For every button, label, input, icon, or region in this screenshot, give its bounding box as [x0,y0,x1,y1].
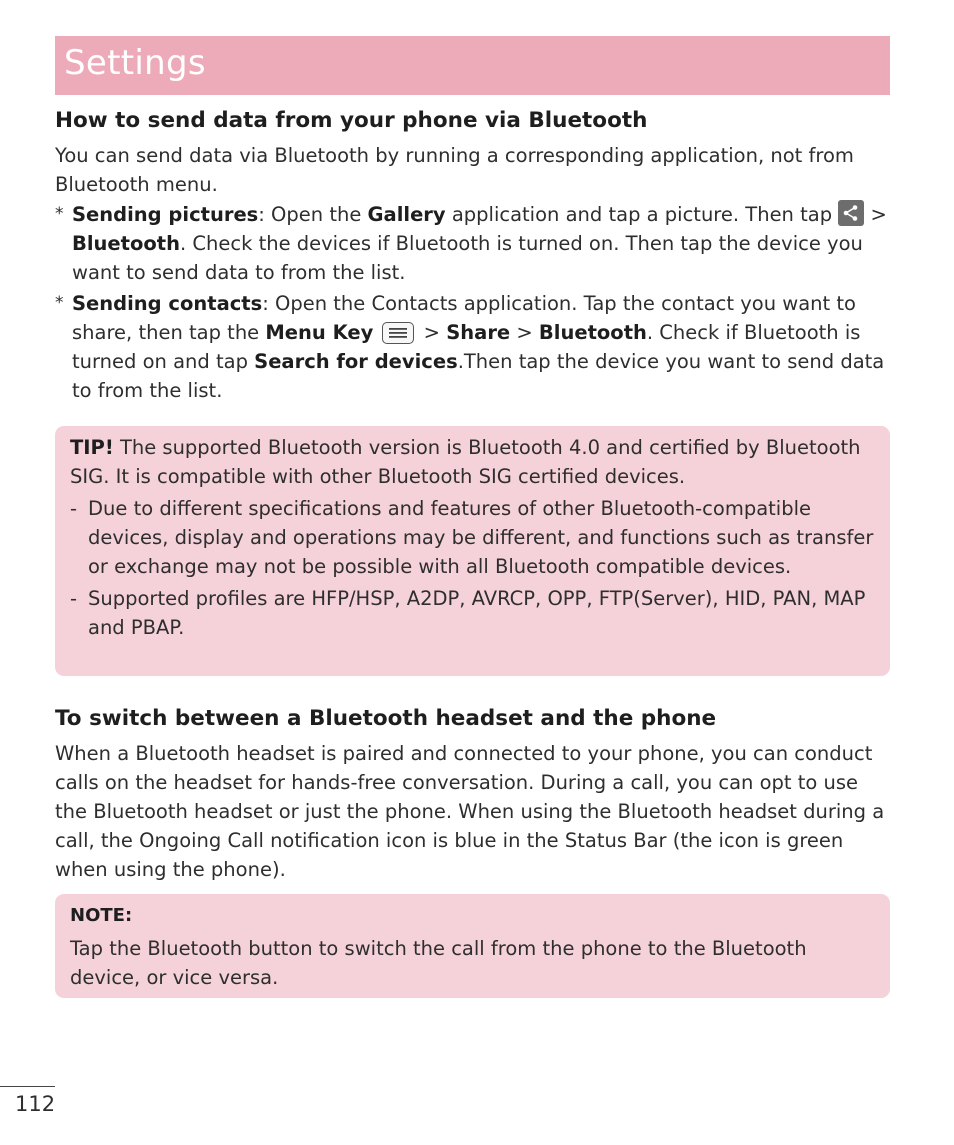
dash-marker: - [70,497,78,520]
tip-item [70,494,880,581]
tip-item-text: Supported profiles are HFP/HSP, A2DP, AVRCP, OPP, FTP(Server), HID, PAN, MAP and PBAP. [88,587,866,639]
note-label-text: NOTE: [70,905,133,926]
text-run: application and tap a picture. Then tap [445,203,839,226]
note-content [70,901,880,992]
text-run: : Open the Contacts application. Tap the contact you want to share, then tap the [72,292,856,344]
note-label [70,901,880,930]
tip-item-text: Due to different specifications and features of other Bluetooth-compatible devices, display and operations may be different, and functions such as transfer or exchange may not be possible with all Bluetooth compatible devices. [88,497,874,578]
dash-marker: - [70,587,78,610]
page-title: Settings [64,43,206,83]
tip-label: TIP! [70,436,114,459]
page-header [55,36,890,95]
page-number: 112 [15,1092,56,1116]
bullet-text [72,200,895,287]
share-label: Share [446,321,511,344]
bullet-marker: * [55,204,64,224]
tip-text [70,433,880,491]
bullet-label: Sending pictures [72,203,259,226]
text-run: The supported Bluetooth version is Bluetooth 4.0 and certified by Bluetooth SIG. It is compatible with other Bluetooth SIG certified devices. [70,436,861,488]
section-text: When a Bluetooth headset is paired and connected to your phone, you can conduct calls on the headset for hands-free conversation. During a call, you can opt to use the Bluetooth headset or just the phone. When using the Bluetooth headset during a call, the Ongoing Call notification icon is blue in the Status Bar (the icon is green when using the phone). [55,742,885,881]
text-run: . Check if Bluetooth is turned on and tap [72,321,861,373]
bluetooth-label: Bluetooth [72,232,180,255]
note-text: Tap the Bluetooth button to switch the call from the phone to the Bluetooth device, or vice versa. [70,937,807,989]
bullet-sending-contacts [55,289,895,405]
search-for-devices-label: Search for devices [254,350,458,373]
text-run: .Then tap the device you want to send data to from the list. [72,350,885,402]
tip-item [70,584,880,642]
section-heading-switch-headset: To switch between a Bluetooth headset and the phone [55,706,717,731]
bullet-marker: * [55,293,64,313]
menu-key-label: Menu Key [265,321,374,344]
text-run: > [864,203,887,226]
text-run: > [417,321,447,344]
bluetooth-label: Bluetooth [538,321,647,344]
text-run: : Open the [258,203,368,226]
section-intro: You can send data via Bluetooth by running a corresponding application, not from Bluetooth menu. [55,144,854,196]
bullet-text [72,289,895,405]
note-box [55,894,890,998]
footer-divider [0,1086,55,1087]
text-run: . Check the devices if Bluetooth is turned on. Then tap the device you want to send data to from the list. [72,232,863,284]
bullet-label: Sending contacts [72,292,263,315]
section-heading-send-data: How to send data from your phone via Bluetooth [55,108,648,133]
tip-content [70,433,880,642]
menu-icon [382,322,414,344]
tip-box [55,426,890,676]
share-icon [838,200,864,226]
gallery-label: Gallery [367,203,446,226]
bullet-sending-pictures [55,200,895,287]
text-run: > [510,321,539,344]
